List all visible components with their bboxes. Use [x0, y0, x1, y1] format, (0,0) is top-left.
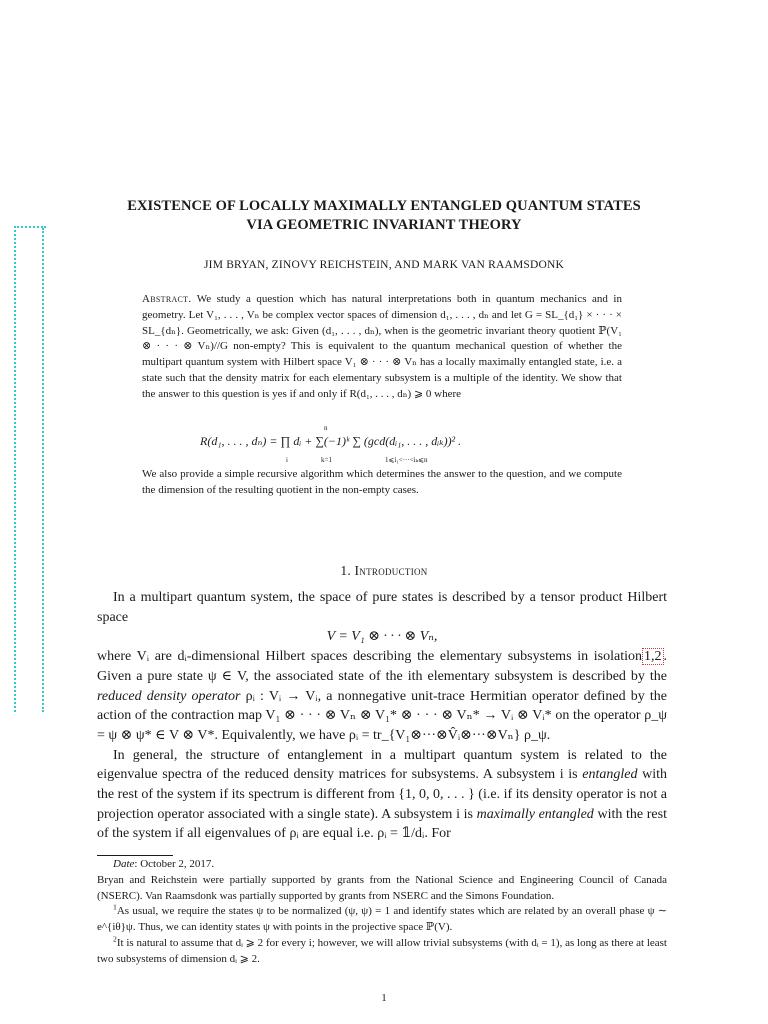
p2-emphasis: reduced density operator	[97, 688, 241, 704]
abstract-continuation: We also provide a simple recursive algorithm which determines the answer to the question, and we compute the dimension of the resulting quotient in the non-empty cases.	[142, 468, 622, 496]
title-line-2: VIA GEOMETRIC INVARIANT THEORY	[246, 217, 522, 233]
p3-text-a: In general, the structure of entanglement in a multipart quantum system is related to the eigenvalue spectra of the reduced density matrices for subsystems. A subsystem i is	[97, 747, 667, 783]
footnote-date	[97, 857, 667, 873]
paper-title	[0, 197, 768, 235]
page-number: 1	[381, 992, 387, 1004]
footnotes	[97, 857, 667, 968]
abstract-formula	[200, 424, 560, 464]
authors: JIM BRYAN, ZINOVY REICHSTEIN, AND MARK VAN RAAMSDONK	[203, 259, 564, 271]
date-value: : October 2, 2017.	[134, 858, 215, 870]
abstract-text: We study a question which has natural interpretations both in quantum mechanics and in geometry. Let V₁, . . . , Vₙ be complex vector spaces of dimension d₁, . . . , dₙ and let G = SL_{d₁} × · · · × SL_{dₙ}. Geometrically, we ask: Given (d₁, . . . , dₙ), when is the geometric invariant theory quotient ℙ(V₁ ⊗ · · · ⊗ Vₙ)//G non-empty? This is equivalent to the quantum mechanical question of whether the multipart quantum system with Hilbert space V₁ ⊗ · · · ⊗ Vₙ has a locally maximally entangled state, i.e. a state such that the density matrix for each elementary subsystem is a multiple of the identity. We show that the answer to this question is yes if and only if R(d₁, . . . , dₙ) ⩾ 0 where	[142, 293, 622, 400]
section-title: Introduction	[354, 563, 428, 578]
paragraph-2	[97, 647, 667, 746]
sidebar-link-box[interactable]	[14, 226, 46, 712]
paragraph-1: In a multipart quantum system, the space of pure states is described by a tensor product Hilbert space	[97, 590, 667, 625]
title-line-1: EXISTENCE OF LOCALLY MAXIMALLY ENTANGLED QUANTUM STATES	[127, 198, 641, 214]
footnote-support: Bryan and Reichstein were partially supported by grants from the National Science and Engineering Council of Canada (NSERC). Van Raamsdonk was partially supported by grants from NSERC and the Simons Foundation.	[97, 873, 667, 902]
footnote-2	[97, 936, 667, 968]
footnote-1-text: As usual, we require the states ψ to be normalized (ψ, ψ) = 1 and identify states which are related by an overall phase ψ ∼ e^{iθ}ψ. Thus, we can identity states ψ with points in the projective space ℙ(V).	[97, 905, 667, 934]
abstract	[142, 292, 622, 403]
formula-sum2-sub: 1⩽i₁<···<iₖ⩽n	[385, 456, 428, 464]
formula-main: R(d₁, . . . , dₙ) = ∏ dᵢ + ∑(−1)ᵏ ∑ (gcd(dᵢ₁, . . . , dᵢₖ))² .	[200, 434, 462, 448]
formula-prod-sub: i	[286, 456, 288, 464]
body-text	[97, 588, 667, 844]
p2-text-c: ρᵢ : Vᵢ → Vᵢ, a nonnegative unit-trace Hermitian operator defined by the action of the contraction map V₁ ⊗ · · · ⊗ Vₙ ⊗ V₁* ⊗ · · · ⊗ Vₙ* → Vᵢ ⊗ Vᵢ* on the operator ρ_ψ = ψ ⊗ ψ* ∈ V ⊗ V*. Equivalently, we have ρᵢ = tr_{V₁⊗···⊗V̂ᵢ⊗···⊗Vₙ} ρ_ψ.	[97, 688, 667, 743]
footnote-1	[97, 904, 667, 936]
section-number: 1.	[340, 563, 351, 578]
p3-emphasis-1: entangled	[582, 767, 638, 783]
formula-sum1-sub: k=1	[321, 456, 332, 464]
equation-1: V = V₁ ⊗ · · · ⊗ Vₙ,	[326, 629, 438, 645]
p2-text-a: where Vᵢ are dᵢ-dimensional Hilbert spaces describing the elementary subsystems in isolation	[97, 649, 642, 665]
paragraph-3	[97, 746, 667, 845]
p3-text-c: with the rest of the system if all eigenvalues of ρᵢ are equal i.e. ρᵢ = 𝟙/dᵢ. For	[97, 806, 667, 842]
footnote-rule	[97, 855, 173, 856]
abstract-label: Abstract.	[142, 293, 192, 305]
footnote-2-text: It is natural to assume that dᵢ ⩾ 2 for every i; however, we will allow trivial subsystems (with dᵢ = 1), as long as there at least two subsystems of dimension dᵢ ⩾ 2.	[97, 936, 667, 965]
citation-link[interactable]: 1,2	[644, 649, 662, 665]
p2-text-b: . Given a pure state ψ ∈ V, the associated state of the ith elementary subsystem is described by the	[97, 649, 667, 684]
p3-emphasis-2: maximally entangled	[476, 806, 594, 822]
footnote-2-mark: 2	[113, 934, 117, 944]
section-heading	[0, 563, 768, 579]
formula-sum1-sup: n	[324, 424, 328, 432]
date-label: Date	[113, 858, 135, 870]
footnote-1-mark: 1	[113, 902, 117, 912]
p3-text-b: with the rest of the system if its spectrum is different from {1, 0, 0, . . . } (i.e. if its density operator is not a projection operator associated with a single state). A subsystem i is	[97, 767, 667, 822]
